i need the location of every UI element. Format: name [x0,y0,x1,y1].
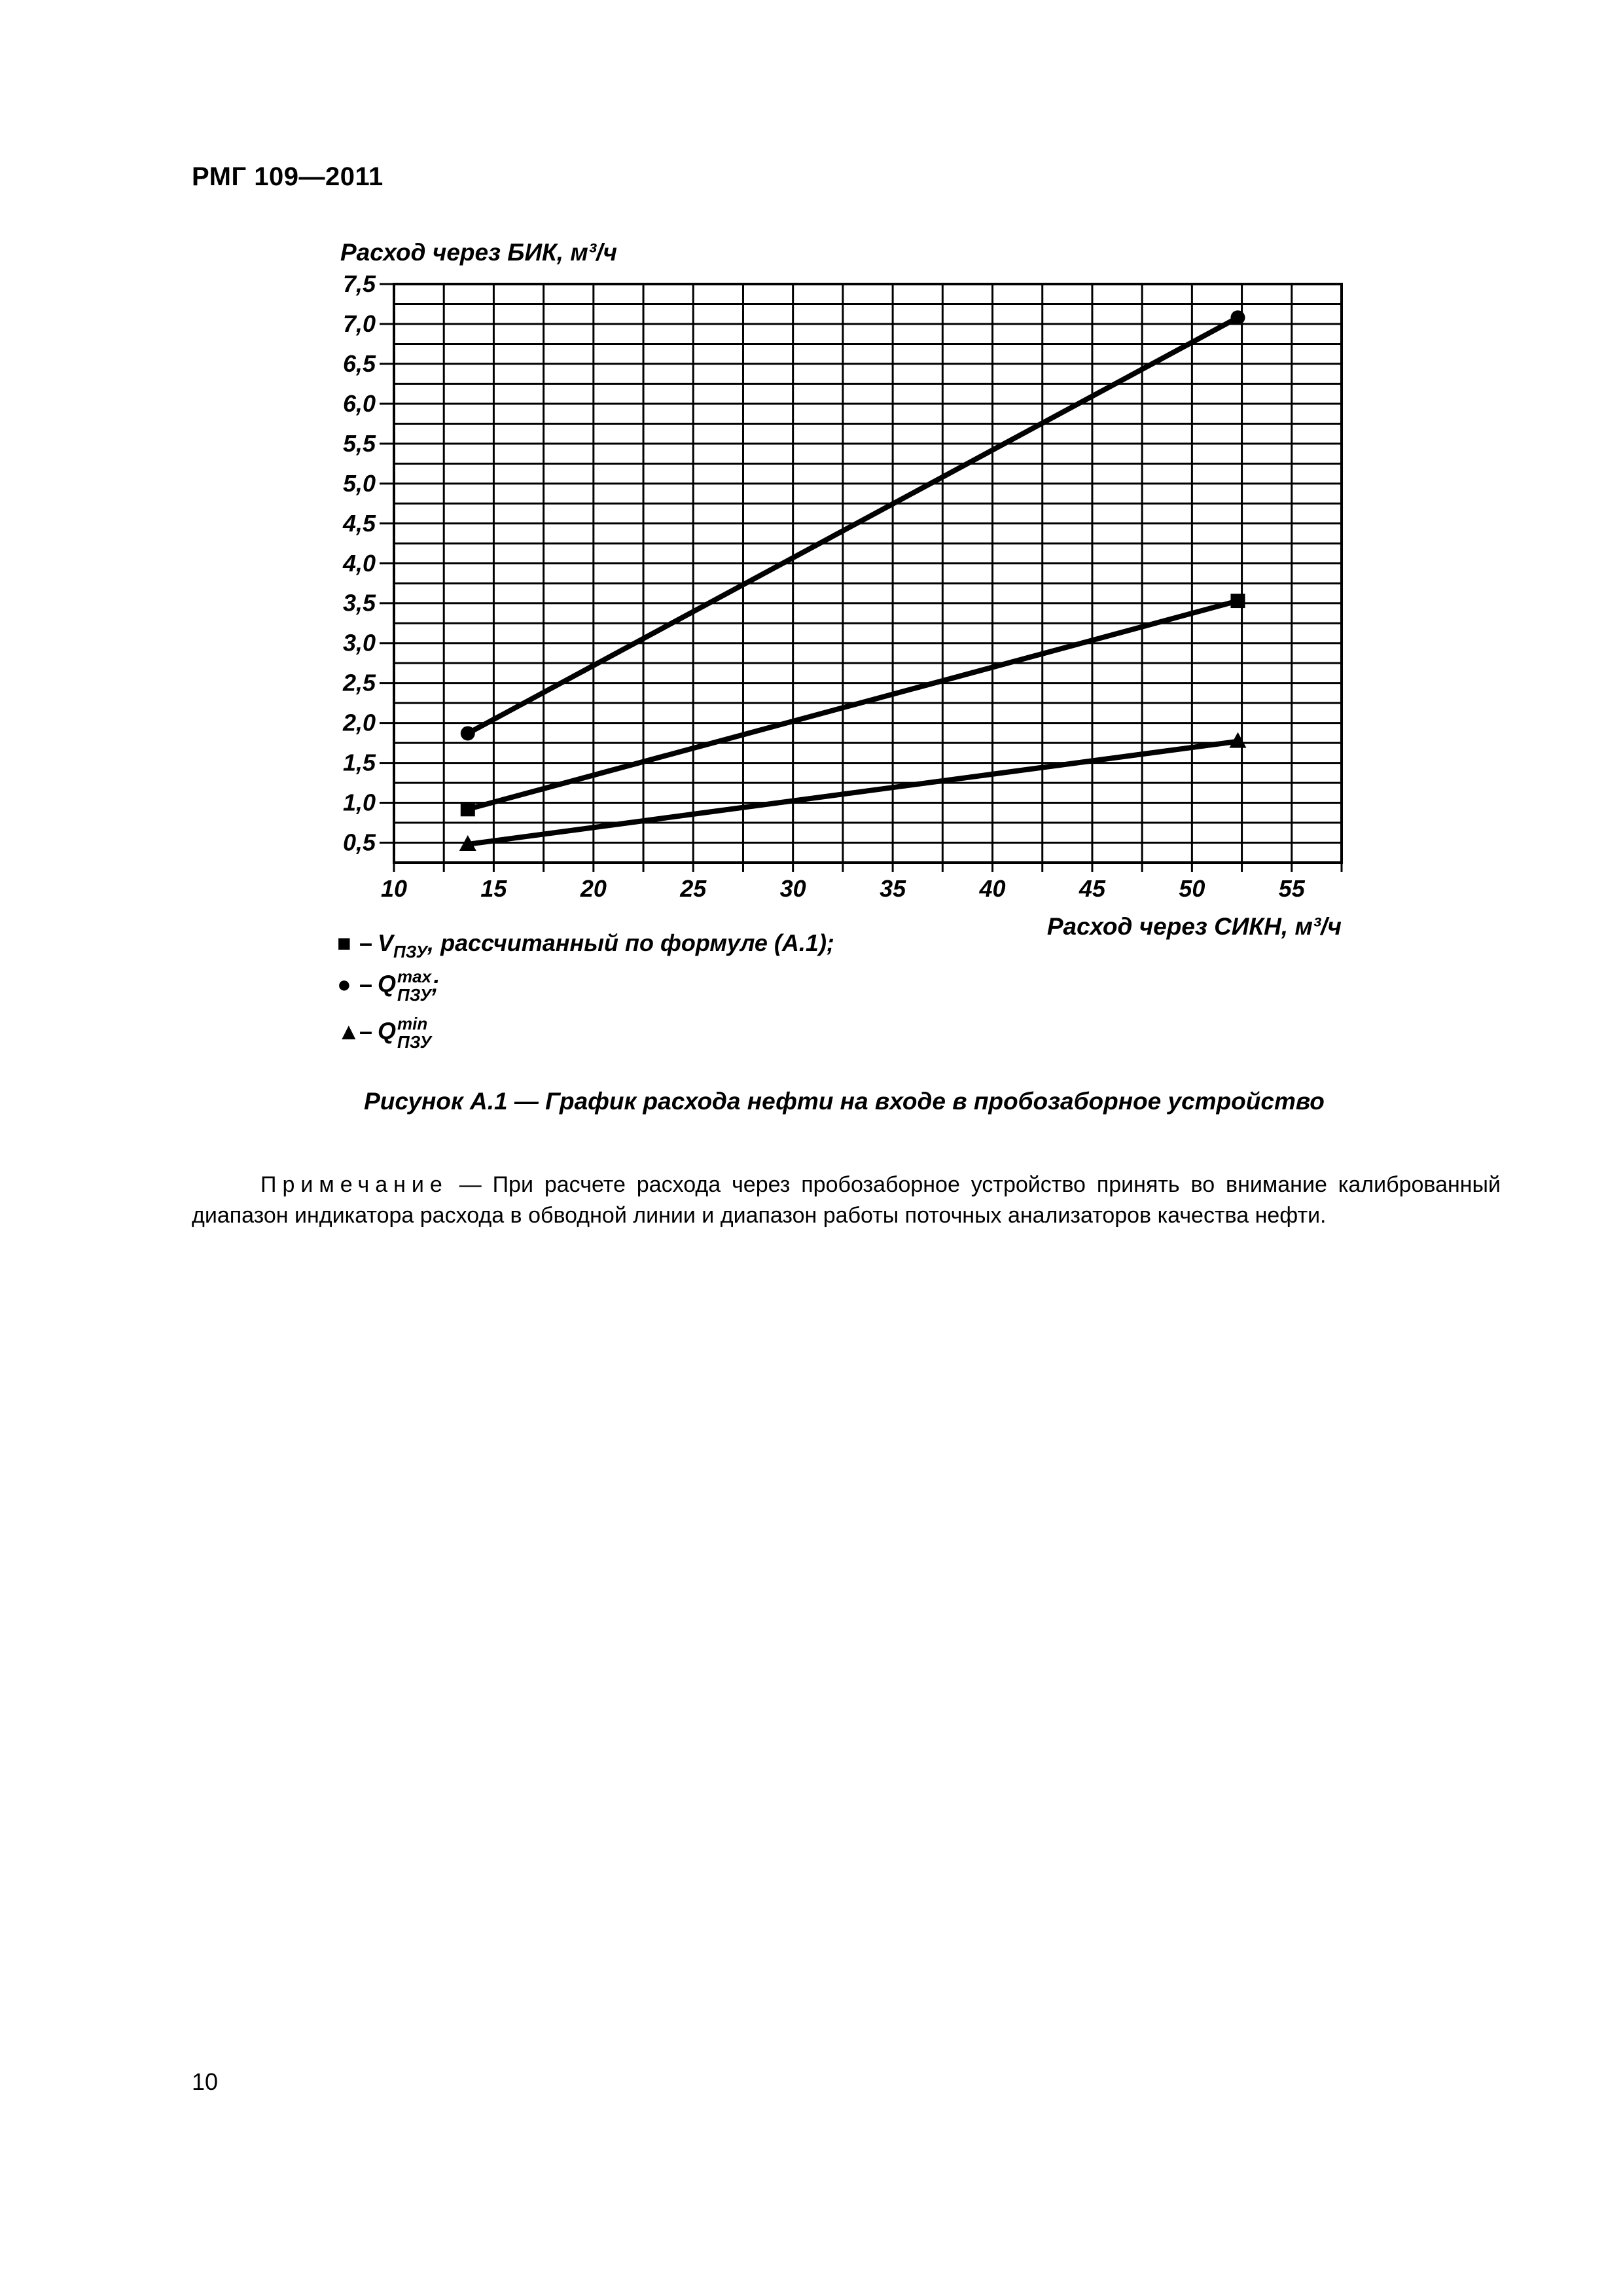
legend-sup: max [397,967,432,986]
y-tick-label: 3,0 [342,629,376,656]
triangle-marker-icon: ▲ [337,1017,361,1045]
x-tick-label: 55 [1278,875,1305,902]
page-number: 10 [192,2068,219,2095]
legend-sub: ПЗУ [397,985,432,1005]
legend-item-v [337,929,834,962]
y-tick-label: 5,5 [342,429,376,457]
legend-text: ; [431,970,440,997]
legend-item-qmax [337,967,439,1004]
x-axis-title [1047,913,1342,940]
x-tick-label: 35 [880,875,906,902]
y-tick-label: 4,0 [342,549,376,577]
x-tick-label: 25 [680,875,707,902]
x-tick-label: 40 [979,875,1006,902]
series-line [468,601,1238,809]
legend-var: V [378,929,394,956]
y-tick-label: 4,5 [342,509,376,537]
circle-marker-icon: ● [337,970,351,997]
circle-marker [461,726,475,740]
y-tick-label: 7,5 [342,270,376,297]
legend-text: , рассчитанный по формуле (А.1); [427,929,834,956]
y-tick-label: 5,0 [342,469,376,497]
series-line [468,317,1238,733]
legend-dash: – [359,929,373,956]
plot-frame [394,284,1342,863]
x-axis-ticks [381,863,1342,902]
x-tick-label: 50 [1179,875,1205,902]
legend-item-qmin [337,1014,431,1051]
legend-var: Q [378,1017,397,1045]
legend-dash: – [359,970,373,997]
square-marker-icon: ■ [337,929,351,956]
y-tick-label: 7,0 [342,310,376,337]
y-axis-label: Расход через БИК, м³/ч [340,239,617,266]
legend-sub: ПЗУ [397,1032,432,1052]
y-tick-label: 2,0 [342,709,376,736]
note-paragraph [192,1170,1501,1231]
y-tick-label: 2,5 [342,669,376,696]
y-tick-label: 3,5 [342,589,376,617]
x-tick-label: 45 [1079,875,1105,902]
y-tick-label: 1,0 [342,789,376,816]
note-text: — При расчете расхода через пробозаборное устройство принять во внимание калиброванный диапазон индикатора расхода в обводной линии и диапазон работы поточных анализаторов качества нефти. [192,1172,1501,1228]
y-tick-label: 0,5 [342,829,376,856]
x-tick-label: 15 [480,875,507,902]
square-marker [461,802,475,816]
y-axis-title [340,239,617,266]
legend-var: Q [378,970,397,997]
y-tick-label: 1,5 [342,749,376,776]
document-code: РМГ 109—2011 [192,162,383,191]
circle-marker [1230,310,1245,325]
legend-dash: – [359,1017,373,1045]
x-tick-label: 10 [380,875,408,902]
figure-caption: Рисунок А.1 — График расхода нефти на входе в пробозаборное устройство [364,1088,1325,1115]
legend-sup: min [397,1014,428,1033]
note-label: Примечание [260,1172,448,1197]
legend-sub: ПЗУ [393,942,428,961]
y-axis-ticks [342,270,394,856]
chart-grid [394,284,1342,863]
chart-series [459,310,1247,851]
series-line [468,742,1238,844]
y-tick-label: 6,5 [342,350,376,377]
x-axis-label: Расход через СИКН, м³/ч [1046,913,1342,940]
y-tick-label: 6,0 [342,389,376,417]
x-tick-label: 20 [580,875,607,902]
flow-chart [0,0,1623,982]
x-tick-label: 30 [779,875,806,902]
square-marker [1230,594,1245,608]
